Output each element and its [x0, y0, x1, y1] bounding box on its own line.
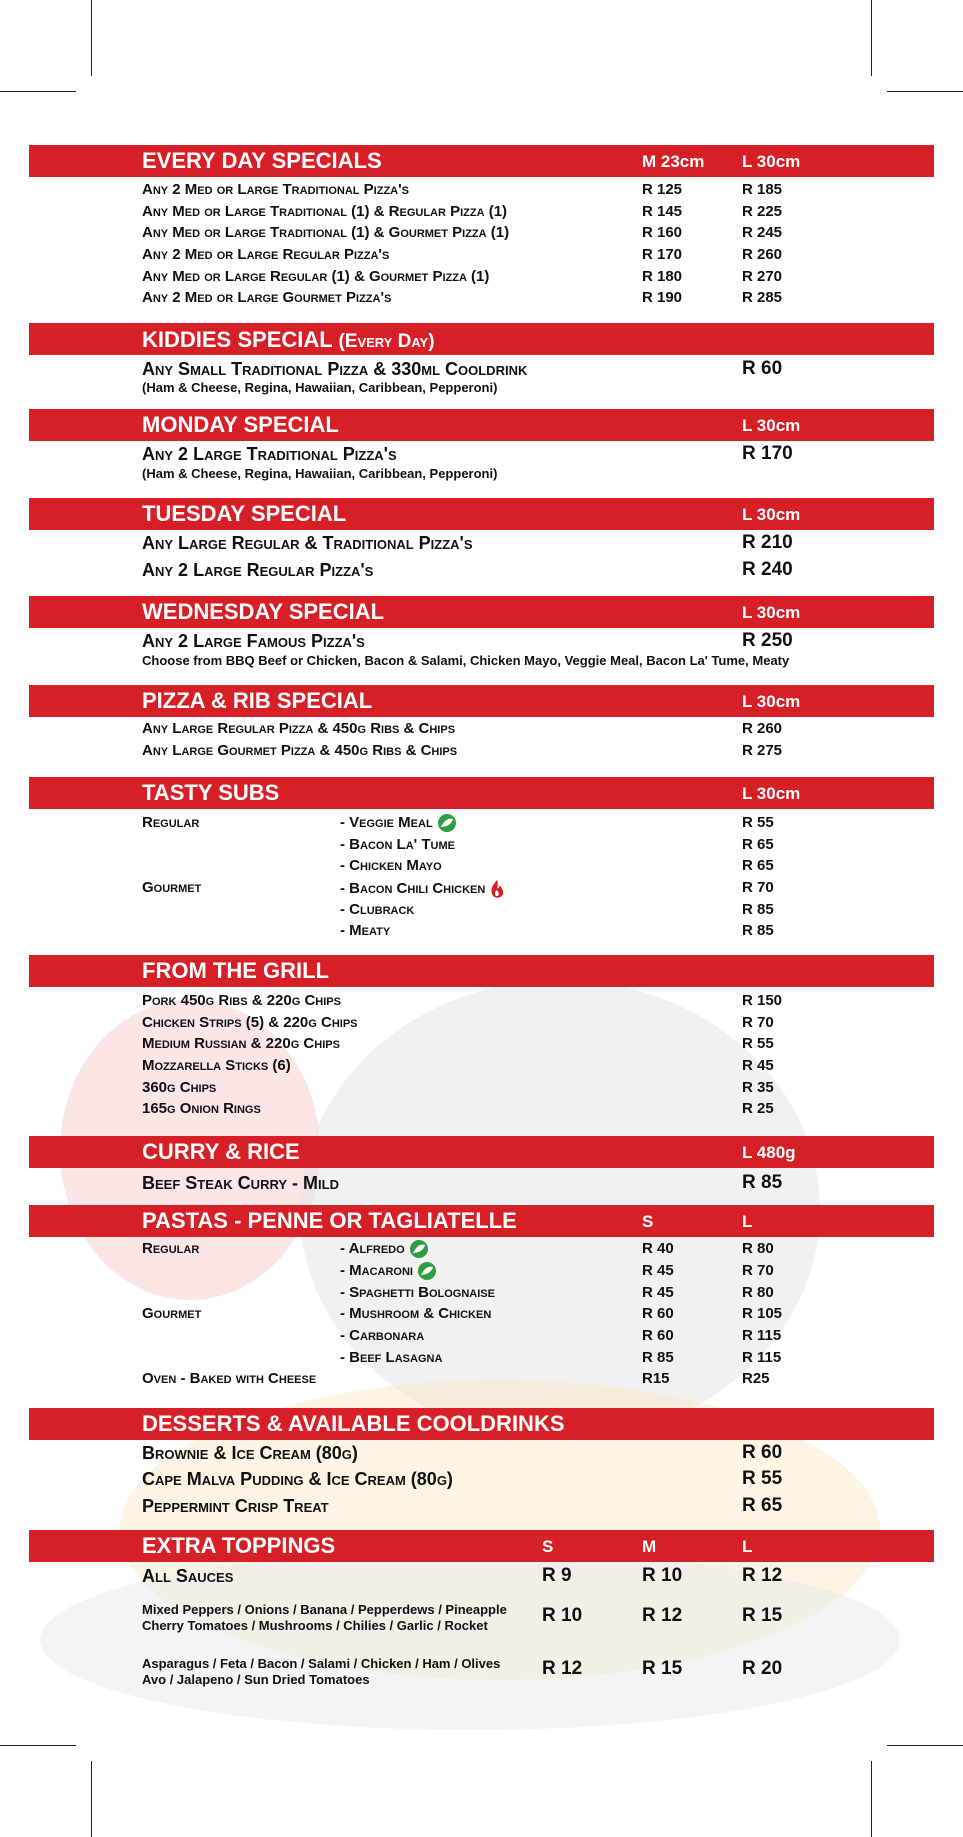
section-title — [142, 327, 435, 353]
menu-item-price: R 260 — [742, 720, 783, 737]
menu-item-price: R 180 — [642, 268, 683, 285]
menu-item-name — [340, 1240, 429, 1258]
menu-item-name: Any 2 Large Regular Pizza's — [142, 560, 374, 580]
menu-item-label: - Alfredo — [340, 1240, 405, 1257]
section-title: MONDAY SPECIAL — [142, 412, 339, 437]
menu-item-price: R 55 — [742, 1468, 783, 1489]
menu-item-name — [340, 879, 505, 899]
menu-item-price: R25 — [742, 1370, 770, 1387]
menu-item-price: R 85 — [642, 1349, 674, 1366]
menu-category: Oven - Baked with Cheese — [142, 1370, 317, 1387]
section-header-wednesday — [29, 596, 934, 628]
menu-item-price: R 12 — [542, 1658, 583, 1679]
menu-item-name: Mixed Peppers / Onions / Banana / Pepperdews / Pineapple — [142, 1602, 507, 1617]
menu-item-price: R 115 — [742, 1349, 782, 1366]
menu-item-price: R 70 — [742, 879, 774, 896]
menu-item-name: 360g Chips — [142, 1079, 217, 1096]
menu-item-name: Beef Steak Curry - Mild — [142, 1173, 339, 1193]
menu-item-name: Any Small Traditional Pizza & 330ml Cooldrink — [142, 359, 528, 379]
section-header-toppings — [29, 1530, 934, 1562]
menu-item-name: Any 2 Large Traditional Pizza's — [142, 444, 397, 464]
menu-item-name: Any Med or Large Traditional (1) & Gourmet Pizza (1) — [142, 224, 510, 241]
menu-item-label: - Macaroni — [340, 1262, 413, 1279]
menu-item-note: Cherry Tomatoes / Mushrooms / Chilies / Garlic / Rocket — [142, 1618, 488, 1633]
menu-item-price: R 190 — [642, 289, 683, 306]
section-title: CURRY & RICE — [142, 1139, 300, 1164]
menu-item-name: - Meaty — [340, 922, 391, 939]
menu-item-name: Mozzarella Sticks (6) — [142, 1057, 291, 1074]
menu-item-price: R 65 — [742, 857, 774, 874]
menu-item-price: R 25 — [742, 1100, 774, 1117]
menu-item-price: R 85 — [742, 922, 774, 939]
section-header-pasta — [29, 1205, 934, 1237]
section-header-tuesday — [29, 498, 934, 530]
menu-item-name: Chicken Strips (5) & 220g Chips — [142, 1014, 358, 1031]
section-title: WEDNESDAY SPECIAL — [142, 599, 385, 624]
menu-item-price: R 12 — [642, 1605, 683, 1626]
menu-item-price: R 40 — [642, 1240, 674, 1257]
column-header: L 30cm — [742, 152, 801, 171]
menu-item-name: Any 2 Med or Large Regular Pizza's — [142, 246, 390, 263]
menu-item-name: Pork 450g Ribs & 220g Chips — [142, 992, 341, 1009]
menu-item-name: Any Med or Large Traditional (1) & Regular Pizza (1) — [142, 203, 508, 220]
menu-item-price: R 60 — [742, 358, 783, 379]
column-header: L 30cm — [742, 784, 801, 803]
column-header: L 480g — [742, 1143, 796, 1162]
menu-item-price: R 15 — [742, 1605, 783, 1626]
menu-item-name: Asparagus / Feta / Bacon / Salami / Chicken / Ham / Olives — [142, 1656, 501, 1671]
menu-item-price: R 270 — [742, 268, 783, 285]
menu-item-price: R 55 — [742, 1035, 774, 1052]
crop-mark — [91, 0, 92, 76]
menu-item-name: Any 2 Large Famous Pizza's — [142, 631, 365, 651]
menu-item-name: Medium Russian & 220g Chips — [142, 1035, 340, 1052]
menu-item-note: Choose from BBQ Beef or Chicken, Bacon & Salami, Chicken Mayo, Veggie Meal, Bacon La' Tume, Meaty — [142, 653, 790, 668]
menu-item-price: R 210 — [742, 532, 793, 553]
menu-item-price: R 150 — [742, 992, 783, 1009]
menu-item-label: - Veggie Meal — [340, 814, 433, 831]
menu-item-name: Any Large Regular Pizza & 450g Ribs & Chips — [142, 720, 456, 737]
menu-item-price: R 15 — [642, 1658, 683, 1679]
menu-item-name: Any 2 Med or Large Traditional Pizza's — [142, 181, 410, 198]
crop-mark — [887, 91, 963, 92]
menu-item-price: R 170 — [742, 443, 793, 464]
section-title-note: (Every Day) — [338, 331, 435, 352]
menu-item-price: R 275 — [742, 742, 783, 759]
menu-item-note: (Ham & Cheese, Regina, Hawaiian, Caribbean, Pepperoni) — [142, 380, 498, 395]
menu-category: Regular — [142, 814, 200, 831]
menu-item-price: R 60 — [642, 1305, 674, 1322]
column-header: S — [542, 1537, 554, 1556]
menu-item-price: R 9 — [542, 1565, 572, 1586]
menu-item-price: R 45 — [642, 1284, 674, 1301]
menu-item-price: R 12 — [742, 1565, 783, 1586]
menu-item-price: R 20 — [742, 1658, 783, 1679]
menu-item-note: Avo / Jalapeno / Sun Dried Tomatoes — [142, 1672, 370, 1687]
menu-item-price: R 125 — [642, 181, 683, 198]
menu-item-price: R 65 — [742, 836, 774, 853]
leaf-icon — [409, 1240, 429, 1258]
menu-item-price: R 160 — [642, 224, 683, 241]
menu-item-name: Any Large Regular & Traditional Pizza's — [142, 533, 473, 553]
menu-item-price: R 10 — [642, 1565, 683, 1586]
menu-item-price: R 225 — [742, 203, 783, 220]
menu-item-name: Brownie & Ice Cream (80g) — [142, 1443, 358, 1463]
menu-item-price: R 105 — [742, 1305, 783, 1322]
section-header-desserts — [29, 1408, 934, 1440]
section-title: PASTAS - PENNE OR TAGLIATELLE — [142, 1208, 517, 1233]
menu-item-price: R15 — [642, 1370, 670, 1387]
menu-item-price: R 85 — [742, 1172, 783, 1193]
menu-item-price: R 115 — [742, 1327, 782, 1344]
column-header: M — [642, 1537, 657, 1556]
menu-item-price: R 35 — [742, 1079, 774, 1096]
column-header: L — [742, 1212, 753, 1231]
section-title: FROM THE GRILL — [142, 958, 329, 983]
leaf-icon — [437, 814, 457, 832]
section-title: TUESDAY SPECIAL — [142, 501, 347, 526]
menu-item-name: 165g Onion Rings — [142, 1100, 261, 1117]
section-title: DESSERTS & AVAILABLE COOLDRINKS — [142, 1411, 565, 1436]
menu-item-price: R 170 — [642, 246, 683, 263]
leaf-icon — [417, 1262, 437, 1280]
menu-item-name: - Carbonara — [340, 1327, 425, 1344]
menu-item-price: R 60 — [742, 1442, 783, 1463]
menu-item-price: R 55 — [742, 814, 774, 831]
menu-item-name: Cape Malva Pudding & Ice Cream (80g) — [142, 1469, 453, 1489]
menu-item-price: R 85 — [742, 901, 774, 918]
menu-item-name: Peppermint Crisp Treat — [142, 1496, 329, 1516]
menu-item-price: R 145 — [642, 203, 683, 220]
crop-mark — [0, 91, 76, 92]
column-header: L 30cm — [742, 416, 801, 435]
column-header: L 30cm — [742, 692, 801, 711]
menu-item-name: Any Large Gourmet Pizza & 450g Ribs & Chips — [142, 742, 458, 759]
section-title: EVERY DAY SPECIALS — [142, 148, 382, 173]
menu-item-price: R 80 — [742, 1284, 774, 1301]
section-title: TASTY SUBS — [142, 780, 280, 805]
menu-item-name: - Chicken Mayo — [340, 857, 442, 874]
section-title: PIZZA & RIB SPECIAL — [142, 688, 373, 713]
menu-category: Gourmet — [142, 1305, 202, 1322]
column-header: S — [642, 1212, 654, 1231]
menu-item-price: R 45 — [742, 1057, 774, 1074]
menu-item-price: R 80 — [742, 1240, 774, 1257]
section-header-curry — [29, 1136, 934, 1168]
crop-mark — [0, 1745, 76, 1746]
menu-item-note: (Ham & Cheese, Regina, Hawaiian, Caribbean, Pepperoni) — [142, 466, 498, 481]
menu-item-price: R 65 — [742, 1495, 783, 1516]
section-header-pizza-rib — [29, 685, 934, 717]
section-title-main: KIDDIES SPECIAL — [142, 327, 333, 352]
section-header-grill — [29, 955, 934, 987]
chili-icon — [489, 879, 505, 899]
menu-item-name: Any 2 Med or Large Gourmet Pizza's — [142, 289, 392, 306]
crop-mark — [887, 1745, 963, 1746]
section-header-kiddies — [29, 323, 934, 355]
section-header-monday — [29, 409, 934, 441]
menu-item-price: R 260 — [742, 246, 783, 263]
menu-item-name: Any Med or Large Regular (1) & Gourmet Pizza (1) — [142, 268, 490, 285]
menu-category: Gourmet — [142, 879, 202, 896]
section-title: EXTRA TOPPINGS — [142, 1533, 336, 1558]
section-header-everyday — [29, 145, 934, 177]
crop-mark — [871, 1761, 872, 1837]
menu-item-price: R 250 — [742, 630, 793, 651]
menu-item-price: R 285 — [742, 289, 783, 306]
menu-item-price: R 60 — [642, 1327, 674, 1344]
menu-item-price: R 70 — [742, 1262, 774, 1279]
menu-item-name — [340, 814, 457, 832]
menu-category: Regular — [142, 1240, 200, 1257]
menu-item-price: R 185 — [742, 181, 783, 198]
column-header: L — [742, 1537, 753, 1556]
column-header: L 30cm — [742, 505, 801, 524]
menu-item-price: R 10 — [542, 1605, 583, 1626]
crop-mark — [91, 1761, 92, 1837]
menu-item-name: - Mushroom & Chicken — [340, 1305, 492, 1322]
menu-item-price: R 245 — [742, 224, 783, 241]
menu-item-price: R 70 — [742, 1014, 774, 1031]
menu-item-name: - Bacon La' Tume — [340, 836, 455, 853]
menu-item-name: - Spaghetti Bolognaise — [340, 1284, 495, 1301]
menu-item-label: - Bacon Chili Chicken — [340, 879, 486, 897]
menu-item-price: R 45 — [642, 1262, 674, 1279]
menu-item-name — [340, 1262, 437, 1280]
section-header-subs — [29, 777, 934, 809]
column-header: M 23cm — [642, 152, 705, 171]
menu-item-name: - Beef Lasagna — [340, 1349, 443, 1366]
crop-mark — [871, 0, 872, 76]
menu-item-name: - Clubrack — [340, 901, 415, 918]
menu-item-price: R 240 — [742, 559, 793, 580]
column-header: L 30cm — [742, 603, 801, 622]
menu-item-name: All Sauces — [142, 1566, 234, 1586]
